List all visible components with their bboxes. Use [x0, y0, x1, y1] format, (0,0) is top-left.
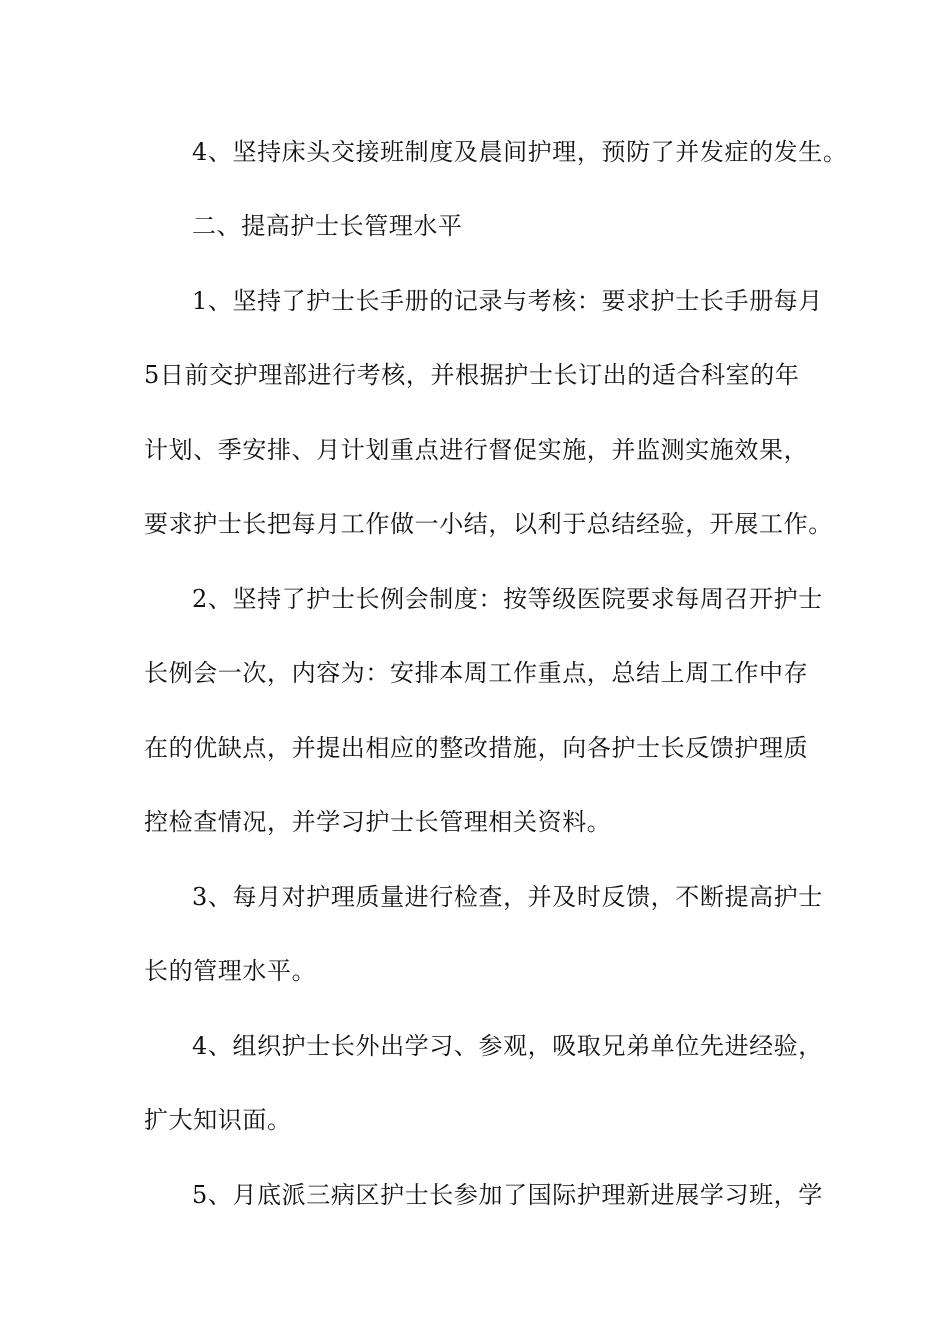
text-line: 5日前交护理部进行考核，并根据护士长订出的适合科室的年: [144, 361, 800, 389]
text-line: 4、坚持床头交接班制度及晨间护理，预防了并发症的发生。: [192, 138, 848, 166]
text-line: 在的优缺点，并提出相应的整改措施，向各护士长反馈护理质: [144, 734, 809, 762]
text-line: 计划、季安排、月计划重点进行督促实施，并监测实施效果，: [144, 436, 809, 464]
text-line: 长的管理水平。: [144, 957, 317, 985]
text-line: 长例会一次，内容为：安排本周工作重点，总结上周工作中存: [144, 659, 809, 687]
text-line: 控检查情况，并学习护士长管理相关资料。: [144, 808, 612, 836]
text-line: 1、坚持了护士长手册的记录与考核：要求护士长手册每月: [192, 287, 823, 315]
text-line: 4、组织护士长外出学习、参观，吸取兄弟单位先进经验，: [192, 1032, 823, 1060]
text-line: 3、每月对护理质量进行检查，并及时反馈，不断提高护士: [192, 883, 823, 911]
text-line: 扩大知识面。: [144, 1106, 292, 1134]
section-heading: 二、提高护士长管理水平: [192, 212, 463, 240]
text-line: 要求护士长把每月工作做一小结，以利于总结经验，开展工作。: [144, 510, 833, 538]
text-line: 2、坚持了护士长例会制度：按等级医院要求每周召开护士: [192, 585, 823, 613]
text-line: 5、月底派三病区护士长参加了国际护理新进展学习班，学: [192, 1181, 823, 1209]
